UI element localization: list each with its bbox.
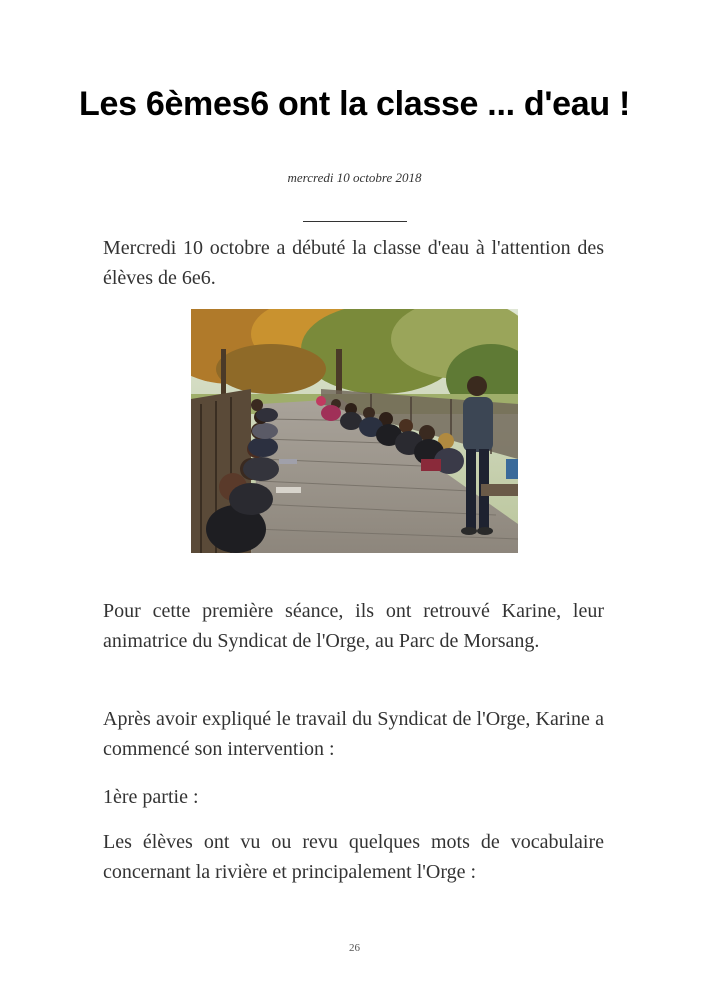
page-number: 26 xyxy=(349,942,360,954)
vocabulary-paragraph: Les élèves ont vu ou revu quelques mots de vocabulaire concernant la rivière et principalement l'Orge : xyxy=(103,831,604,883)
publication-date: mercredi 10 octobre 2018 xyxy=(287,170,422,185)
intro-paragraph: Mercredi 10 octobre a débuté la classe d'eau à l'attention des élèves de 6e6. xyxy=(103,237,604,289)
section-heading: 1ère partie : xyxy=(103,786,199,808)
page-title: Les 6èmes6 ont la classe ... d'eau ! xyxy=(79,85,630,123)
meeting-paragraph: Pour cette première séance, ils ont retrouvé Karine, leur animatrice du Syndicat de l'Orge, au Parc de Morsang. xyxy=(103,600,604,652)
title-separator xyxy=(303,221,407,222)
explanation-paragraph: Après avoir expliqué le travail du Syndicat de l'Orge, Karine a commencé son intervention : xyxy=(103,708,604,760)
class-photo xyxy=(191,309,518,553)
